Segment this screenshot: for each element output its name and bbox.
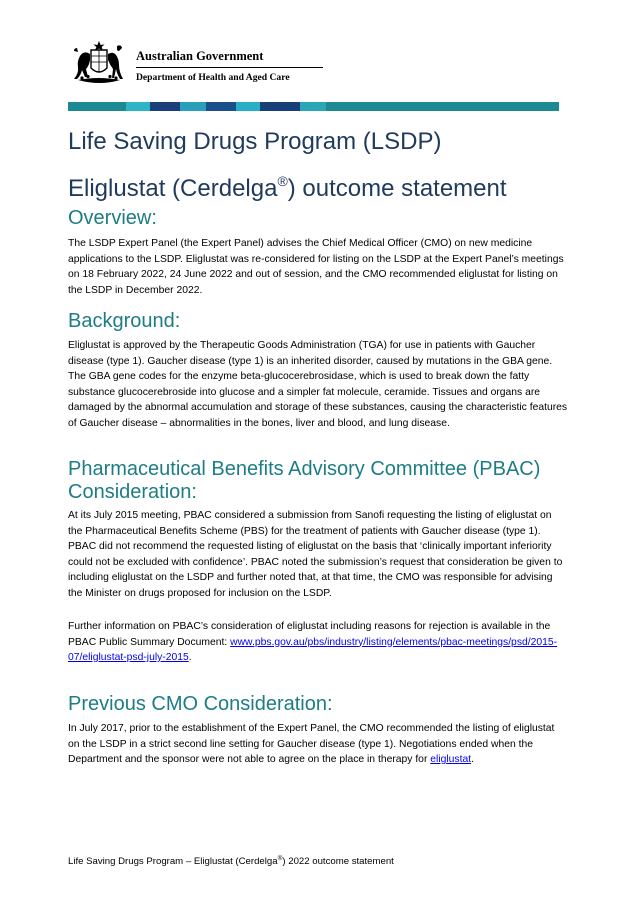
page-footer	[68, 855, 394, 867]
band-segment	[260, 102, 300, 111]
band-segment	[126, 102, 150, 111]
footer-suffix: ) 2022 outcome statement	[282, 856, 394, 868]
band-segment	[206, 102, 236, 111]
overview-heading: Overview:	[68, 207, 157, 229]
page-title: Life Saving Drugs Program (LSDP)	[68, 128, 442, 155]
previous-cmo-end: .	[471, 754, 474, 765]
footer-prefix: Life Saving Drugs Program – Eliglustat (Cerdelga	[68, 856, 278, 868]
band-segment	[180, 102, 206, 111]
band-segment	[150, 102, 180, 111]
brand-color-band	[68, 102, 559, 111]
pbac-paragraph-2	[68, 619, 568, 666]
band-segment	[68, 102, 126, 111]
overview-paragraph: The LSDP Expert Panel (the Expert Panel) advises the Chief Medical Officer (CMO) on new medicine applications to the LSDP. Eliglustat was re-considered for listing on the LSDP at the Expert Panel’s meetings on 18 February 2022, 24 June 2022 and out of session, and the CMO recommended eliglustat for listing on the LSDP in December 2022.	[68, 238, 564, 296]
background-paragraph: Eliglustat is approved by the Therapeutic Goods Administration (TGA) for use in patients with Gaucher disease (type 1). Gaucher disease (type 1) is an inherited disorder, caused by mutations in the GBA gene. The GBA gene codes for the enzyme beta-glucocerebrosidase, which is used to break down the fatty substance glucocerebroside into glucose and a simpler fat molecule, ceramide. Tissues and organs are damaged by the abnormal accumulation and storage of these substances, causing the characteristic features of Gaucher disease – abnormalities in the bones, liver and blood, and lung disease.	[68, 340, 568, 429]
coat-of-arms-icon	[68, 40, 130, 86]
band-segment	[300, 102, 326, 111]
previous-cmo-paragraph	[68, 721, 568, 768]
eliglustat-link[interactable]: eliglustat	[430, 754, 472, 765]
previous-cmo-heading: Previous CMO Consideration:	[68, 693, 333, 715]
logo-divider	[136, 67, 323, 68]
registered-mark: ®	[277, 173, 288, 189]
band-segment	[236, 102, 260, 111]
department-name: Department of Health and Aged Care	[136, 72, 290, 83]
pbac-psd-link[interactable]: www.pbs.gov.au/pbs/industry/listing/elements/pbac-meetings/psd/2015-07/eliglustat-psd-july-2015	[68, 636, 558, 663]
government-logo	[68, 40, 328, 86]
pbac-heading: Pharmaceutical Benefits Advisory Committee (PBAC) Consideration:	[68, 458, 541, 503]
footer-registered-mark: ®	[277, 855, 283, 862]
subtitle-prefix: Eliglustat (Cerdelga	[68, 175, 278, 202]
previous-cmo-text: In July 2017, prior to the establishment of the Expert Panel, the CMO recommended the listing of eliglustat on the LSDP in a strict second line setting for Gaucher disease (type 1). Negotiations ended when the Department and the sponsor were not able to agree on the place in therapy for	[68, 723, 555, 765]
page-subtitle	[68, 166, 507, 204]
pbac-paragraph-2-text: Further information on PBAC’s consideration of eliglustat including reasons for rejection is available in the PBAC Public Summary Document:	[68, 621, 551, 648]
band-segment	[326, 102, 559, 111]
government-name: Australian Government	[136, 49, 264, 63]
pbac-paragraph-2-end: .	[188, 652, 192, 663]
pbac-paragraph-1: At its July 2015 meeting, PBAC considered a submission from Sanofi requesting the listing of eliglustat on the Pharmaceutical Benefits Scheme (PBS) for the treatment of patients with Gaucher disease (type 1). PBAC did not recommend the requested listing of eliglustat on the basis that ‘clinically important inferiority could not be excluded with confidence’. PBAC noted the submission’s request that consideration be given to including eliglustat on the LSDP and further noted that, at that time, the CMO was responsible for advising the Minister on drugs proposed for inclusion on the LSDP.	[68, 510, 563, 599]
background-heading: Background:	[68, 310, 181, 332]
subtitle-suffix: ) outcome statement	[287, 175, 507, 202]
